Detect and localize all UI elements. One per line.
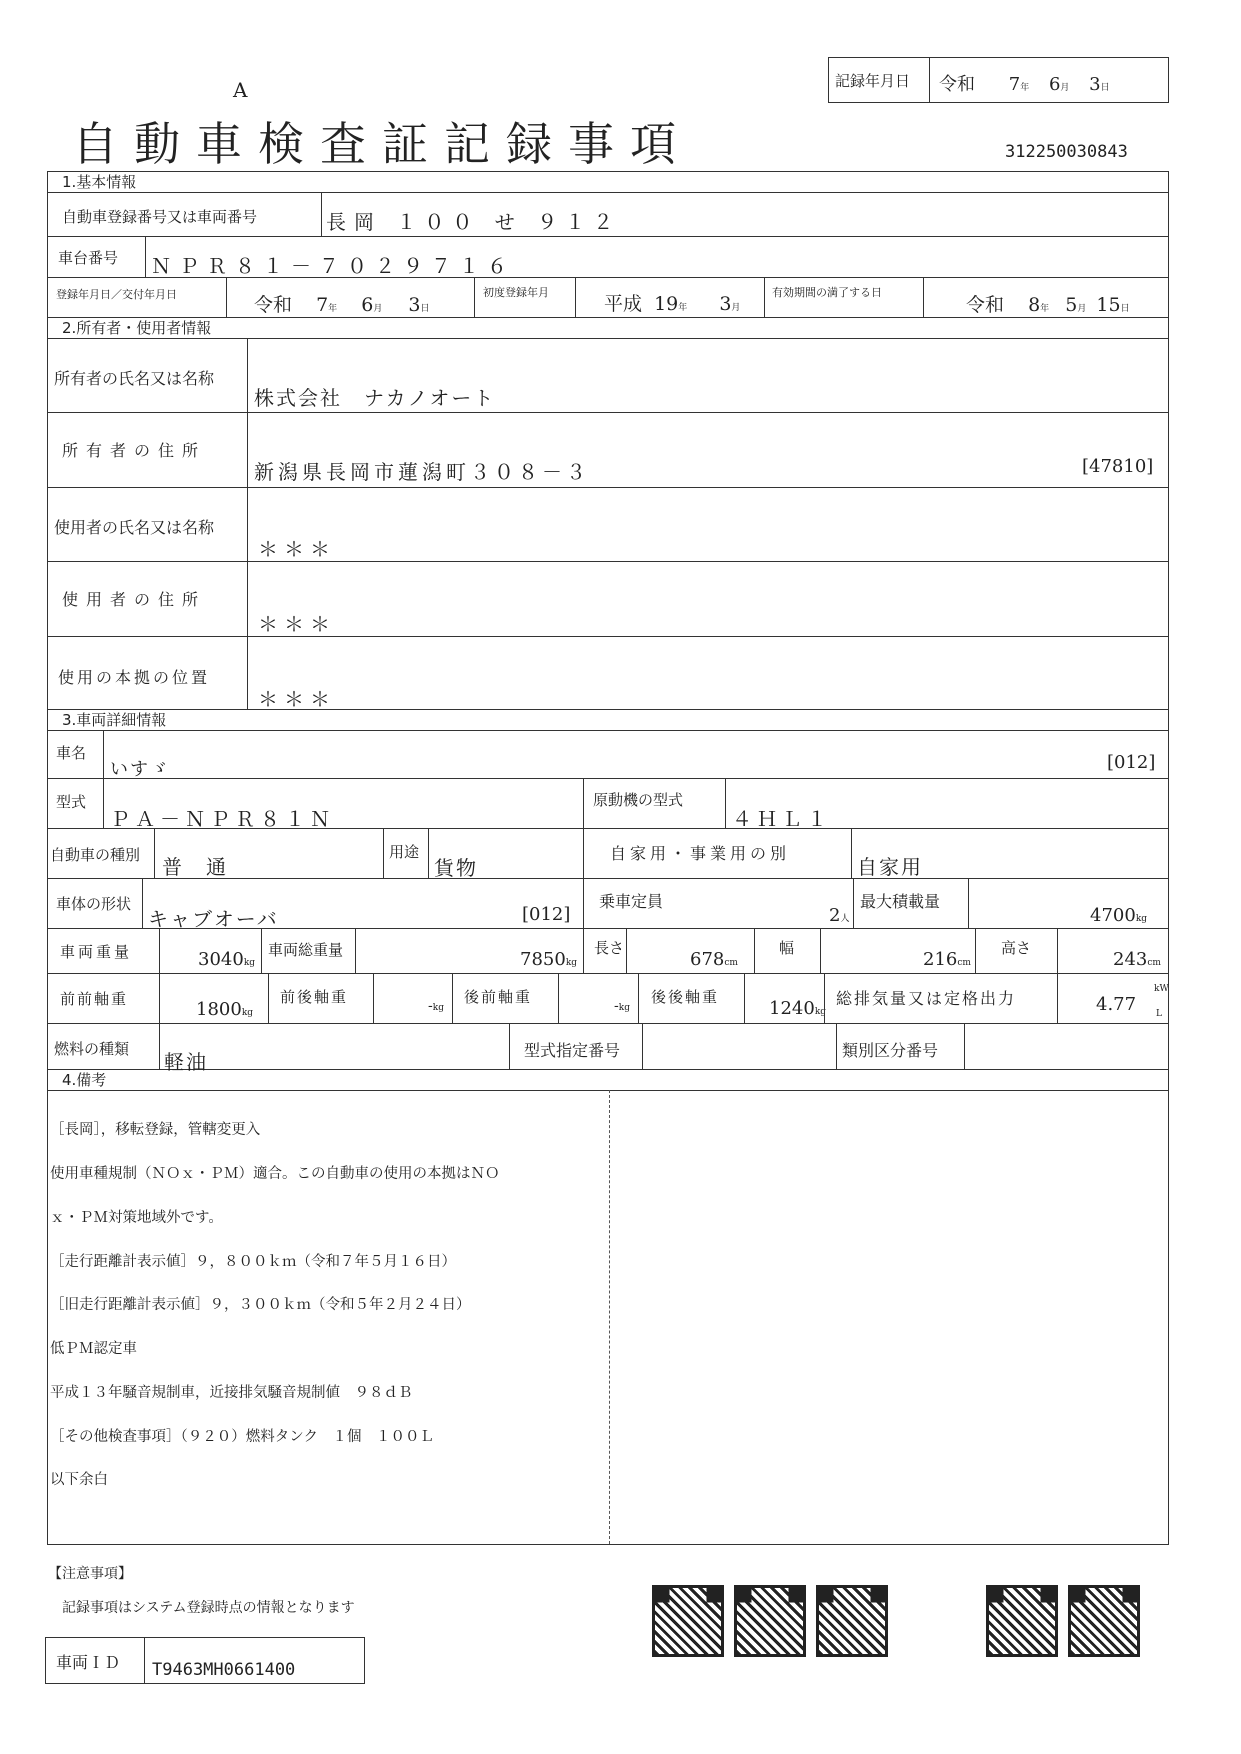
owner-name-value: 株式会社 ナカノオート [254, 386, 496, 410]
car-name-value: いすゞ [110, 759, 170, 780]
expiry-label: 有効期間の満了する日 [772, 286, 882, 299]
height-label: 高さ [1001, 939, 1032, 957]
first-reg-value: 平成 19年 3月 [604, 293, 741, 315]
main-form [47, 171, 1169, 1545]
remark-line: ［その他検査事項］（９２０）燃料タンク １個 １００Ｌ [50, 1428, 434, 1445]
remark-line: 使用車種規制（ＮＯｘ・ＰＭ）適合。この自動車の使用の本拠はＮＯ [50, 1165, 500, 1182]
remarks-area [48, 1090, 1168, 1544]
vehicle-id-label: 車両ＩＤ [56, 1653, 121, 1672]
record-date-label: 記録年月日 [835, 72, 911, 90]
row-body [48, 879, 1168, 929]
reg-no-value: 長岡 １００ せ ９１２ [326, 210, 622, 234]
weight-label: 車両重量 [60, 943, 133, 961]
record-date-value: 令和 7年 6月 3日 [939, 74, 1110, 95]
row-dates [48, 278, 1168, 318]
height-value: 243cm [1113, 949, 1161, 970]
use-label: 用途 [389, 843, 420, 861]
remarks-text [50, 1094, 500, 1517]
displacement-label: 総排気量又は定格出力 [836, 989, 1017, 1008]
fr-axle-label: 前後軸重 [280, 988, 349, 1006]
car-name-code: [012] [1107, 752, 1156, 773]
remark-line: ［長岡］，移転登録，管轄変更入 [50, 1122, 261, 1139]
chassis-value: ＮＰＲ８１－７０２９７１６ [151, 254, 515, 278]
model-label: 型式 [56, 793, 87, 811]
max-load-value: 4700kg [1090, 905, 1148, 926]
length-label: 長さ [594, 939, 625, 957]
car-name-label: 車名 [56, 744, 87, 762]
capacity-label: 乗車定員 [599, 892, 664, 911]
engine-model-label: 原動機の型式 [593, 791, 684, 809]
doc-number: 312250030843 [1005, 142, 1128, 162]
fr-axle-value: -kg [428, 998, 444, 1014]
weight-value: 3040kg [198, 949, 256, 970]
gross-weight-value: 7850kg [520, 949, 578, 970]
row-car-name [48, 730, 1168, 779]
user-name-value: ＊＊＊ [258, 537, 336, 561]
section-vehicle-title: 3.車両詳細情報 [48, 710, 1168, 731]
notice-title: 【注意事項】 [48, 1566, 132, 1582]
body-value: キャブオーバ [148, 907, 279, 931]
fuel-label: 燃料の種類 [54, 1040, 130, 1058]
body-label: 車体の形状 [56, 895, 132, 913]
kind-value: 普 通 [162, 855, 228, 879]
row-owner-address [48, 413, 1168, 488]
qr-code-5 [1068, 1585, 1140, 1657]
ff-axle-label: 前前軸重 [60, 990, 129, 1008]
reg-date-label: 登録年月日／交付年月日 [56, 288, 177, 301]
model-value: ＰＡ－ＮＰＲ８１Ｎ [110, 807, 335, 831]
remark-line: ［旧走行距離計表示値］９，３００ｋｍ（令和５年２月２４日） [50, 1297, 471, 1314]
width-value: 216cm [923, 949, 971, 970]
section-basic-title: 1.基本情報 [48, 172, 1168, 193]
qr-code-4 [986, 1585, 1058, 1657]
owner-address-code: [47810] [1082, 456, 1154, 477]
liter-unit: L [1156, 1009, 1162, 1019]
capacity-value: 2人 [829, 905, 850, 926]
remark-line: 低ＰＭ認定車 [50, 1341, 137, 1358]
private-business-label: 自家用・事業用の別 [610, 844, 791, 863]
row-axles [48, 974, 1168, 1024]
section-remarks-title: 4.備考 [48, 1070, 1168, 1091]
owner-name-label: 所有者の氏名又は名称 [54, 369, 215, 388]
user-address-label: 使用者の住所 [62, 590, 207, 609]
page-title: 自動車検査証記録事項 [72, 117, 692, 171]
base-location-value: ＊＊＊ [258, 687, 336, 711]
class-number-label: 類別区分番号 [842, 1041, 939, 1060]
private-business-value: 自家用 [857, 855, 923, 879]
reg-no-label: 自動車登録番号又は車両番号 [62, 208, 258, 226]
engine-model-value: ４ＨＬ１ [732, 807, 832, 831]
displacement-value: 4.77 [1096, 994, 1137, 1015]
length-value: 678cm [690, 949, 738, 970]
ff-axle-value: 1800kg [196, 999, 254, 1020]
notice-text: 記録事項はシステム登録時点の情報となります [62, 1600, 355, 1616]
fuel-value: 軽油 [164, 1050, 208, 1074]
remark-line: ［走行距離計表示値］９，８００ｋｍ（令和７年５月１６日） [50, 1253, 456, 1270]
row-fuel [48, 1024, 1168, 1074]
type-designation-label: 型式指定番号 [524, 1041, 621, 1060]
remark-line: ｘ・ＰＭ対策地域外です。 [50, 1209, 223, 1226]
row-base-location [48, 637, 1168, 710]
qr-code-3 [816, 1585, 888, 1657]
row-owner-name [48, 338, 1168, 413]
copy-mark: A [233, 78, 248, 102]
row-weights [48, 929, 1168, 974]
owner-address-value: 新潟県長岡市蓮潟町３０８－３ [254, 460, 590, 484]
row-user-address [48, 562, 1168, 637]
first-reg-label: 初度登録年月 [483, 286, 549, 299]
user-address-value: ＊＊＊ [258, 612, 336, 636]
remarks-divider [609, 1090, 610, 1544]
gross-weight-label: 車両総重量 [268, 941, 344, 959]
vehicle-id-value: T9463MH0661400 [152, 1660, 296, 1680]
kind-label: 自動車の種別 [50, 846, 141, 864]
remark-line: 平成１３年騒音規制車，近接排気騒音規制値 ９８ｄＢ [50, 1384, 413, 1401]
row-user-name [48, 488, 1168, 562]
record-date-box [828, 57, 1169, 103]
row-chassis [48, 237, 1168, 278]
row-registration [48, 192, 1168, 237]
row-kind [48, 829, 1168, 879]
kw-unit: kW [1154, 984, 1169, 994]
section-owner-title: 2.所有者・使用者情報 [48, 318, 1168, 339]
user-name-label: 使用者の氏名又は名称 [54, 518, 215, 537]
rf-axle-label: 後前軸重 [464, 988, 533, 1006]
rf-axle-value: -kg [614, 998, 630, 1014]
expiry-value: 令和 8年 5月 15日 [966, 294, 1130, 316]
owner-address-label: 所有者の住所 [62, 441, 207, 460]
max-load-label: 最大積載量 [860, 892, 941, 911]
use-value: 貨物 [434, 856, 478, 880]
rr-axle-value: 1240kg [769, 998, 827, 1019]
base-location-label: 使用の本拠の位置 [58, 668, 211, 687]
chassis-label: 車台番号 [58, 249, 119, 267]
width-label: 幅 [779, 939, 795, 957]
qr-code-1 [652, 1585, 724, 1657]
vehicle-id-box [45, 1637, 365, 1684]
rr-axle-label: 後後軸重 [651, 988, 720, 1006]
remark-line: 以下余白 [50, 1472, 108, 1489]
qr-code-2 [734, 1585, 806, 1657]
body-code: [012] [522, 904, 571, 925]
row-model [48, 779, 1168, 829]
reg-date-value: 令和 7年 6月 3日 [254, 294, 430, 316]
